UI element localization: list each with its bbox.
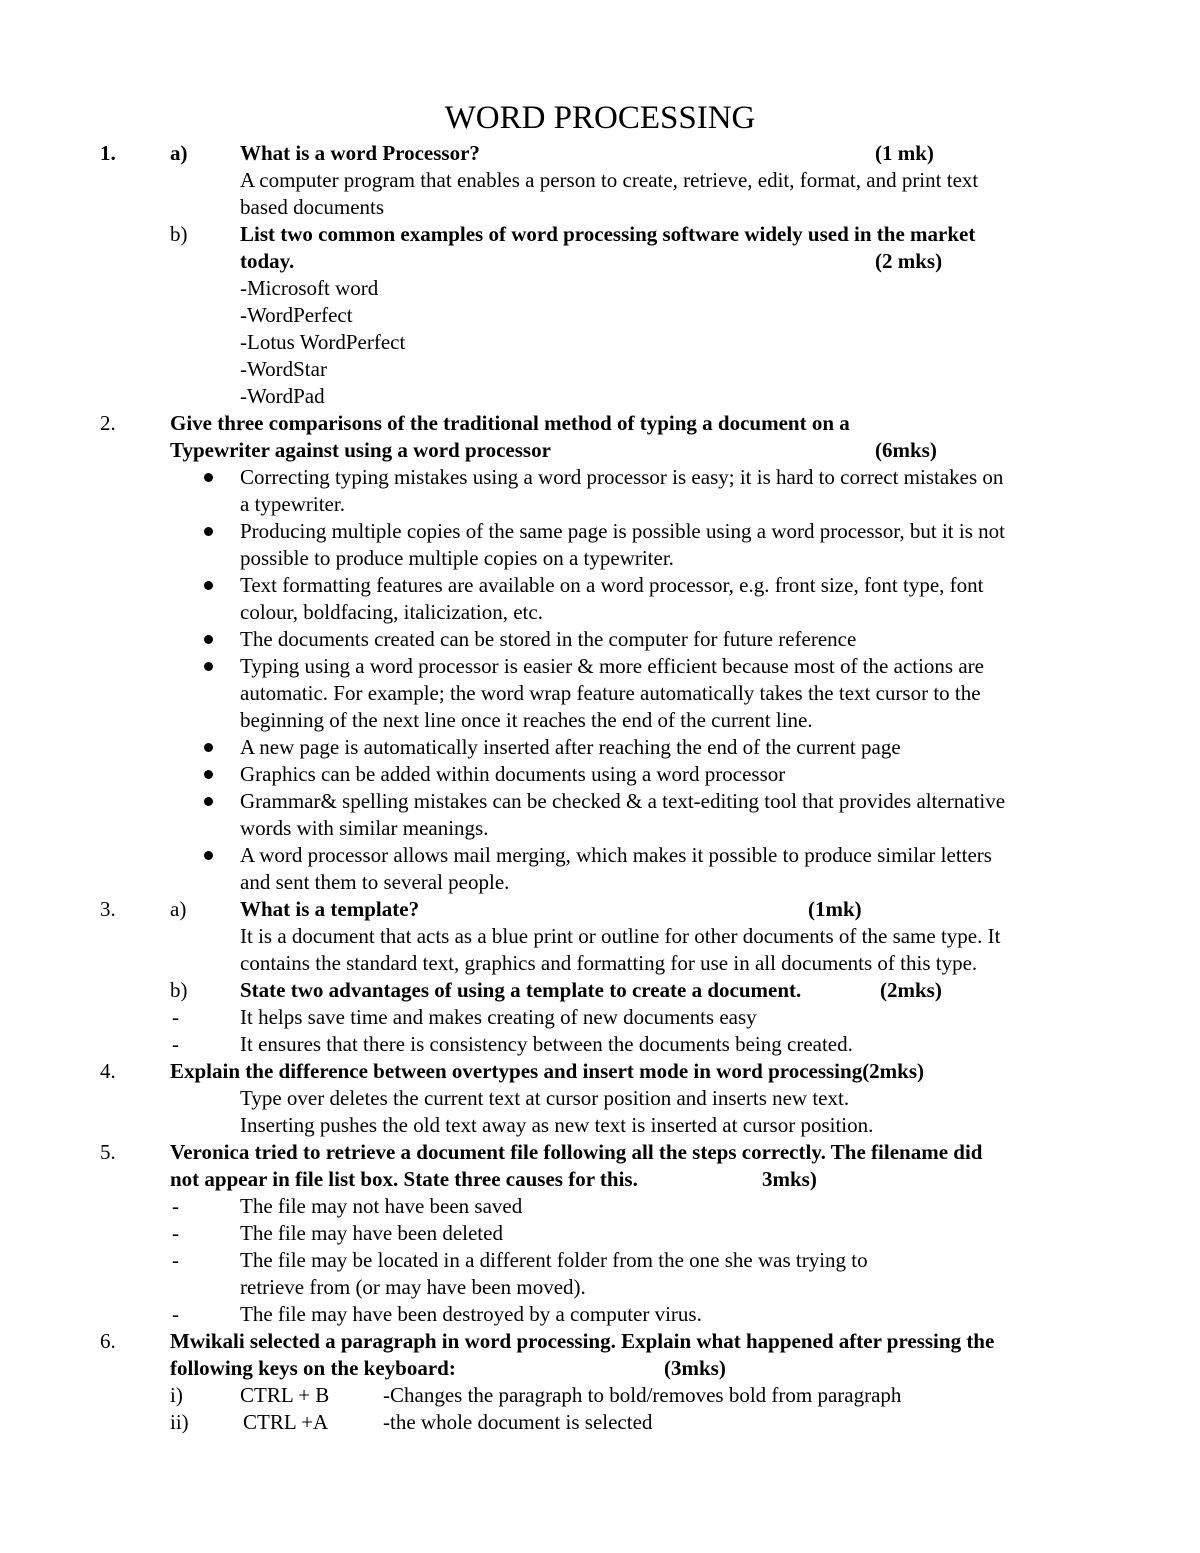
q2-question-line: Give three comparisons of the traditional method of typing a document on a — [170, 411, 850, 435]
q6-marks: (3mks) — [664, 1356, 726, 1380]
q5-answer-line: retrieve from (or may have been moved). — [240, 1275, 586, 1299]
q6-item-keys: CTRL + B — [240, 1383, 330, 1407]
q4-number: 4. — [100, 1059, 116, 1083]
bullet-icon — [204, 851, 213, 860]
bullet-icon — [204, 770, 213, 779]
q1b-question-line: today. — [240, 249, 295, 273]
q1-number: 1. — [100, 141, 116, 165]
q6-number: 6. — [100, 1329, 116, 1353]
q2-bullet-line: The documents created can be stored in the computer for future reference — [240, 627, 857, 651]
q4-question: Explain the difference between overtypes and insert mode in word processing(2mks) — [170, 1059, 925, 1083]
q1b-answer: -WordStar — [240, 357, 327, 381]
q2-bullet-line: automatic. For example; the word wrap feature automatically takes the text cursor to the — [240, 681, 981, 705]
q1b-question-line: List two common examples of word processing software widely used in the market — [240, 222, 976, 246]
page-title: WORD PROCESSING — [444, 100, 756, 136]
q6-item-label: i) — [170, 1383, 183, 1407]
q5-question-line: Veronica tried to retrieve a document file following all the steps correctly. The filename did — [170, 1140, 983, 1164]
bullet-icon — [204, 581, 213, 590]
q3b-marks: (2mks) — [880, 978, 942, 1002]
q2-bullet-line: Correcting typing mistakes using a word processor is easy; it is hard to correct mistakes on — [240, 465, 1004, 489]
q2-bullet-line: colour, boldfacing, italicization, etc. — [240, 600, 543, 624]
q3a-answer-line: contains the standard text, graphics and formatting for use in all documents of this type. — [240, 951, 978, 975]
q2-number: 2. — [100, 411, 116, 435]
q4-answer-line: Type over deletes the current text at cursor position and inserts new text. — [240, 1086, 850, 1110]
q3b-question: State two advantages of using a template to create a document. — [240, 978, 802, 1002]
q6-item-effect: -the whole document is selected — [383, 1410, 653, 1434]
q2-bullet-line: beginning of the next line once it reaches the end of the current line. — [240, 708, 813, 732]
q3a-answer-line: It is a document that acts as a blue print or outline for other documents of the same type. It — [240, 924, 1001, 948]
q2-question-line: Typewriter against using a word processor — [170, 438, 551, 462]
dash-marker: - — [172, 1248, 179, 1272]
q1b-answer: -Lotus WordPerfect — [240, 330, 406, 354]
q2-bullet-line: possible to produce multiple copies on a typewriter. — [240, 546, 674, 570]
q5-answer-line: The file may be located in a different folder from the one she was trying to — [240, 1248, 868, 1272]
q2-bullet-line: Graphics can be added within documents using a word processor — [240, 762, 786, 786]
q5-question-line: not appear in file list box. State three causes for this. — [170, 1167, 638, 1191]
bullet-icon — [204, 797, 213, 806]
dash-marker: - — [172, 1032, 179, 1056]
q1b-label: b) — [170, 222, 188, 246]
q6-item-label: ii) — [170, 1410, 189, 1434]
bullet-icon — [204, 743, 213, 752]
q1b-answer: -Microsoft word — [240, 276, 379, 300]
q3a-label: a) — [170, 897, 187, 921]
q1a-answer-line: A computer program that enables a person to create, retrieve, edit, format, and print text — [240, 168, 979, 192]
q2-bullet-line: Typing using a word processor is easier & more efficient because most of the actions are — [240, 654, 984, 678]
q5-number: 5. — [100, 1140, 116, 1164]
q2-bullet-line: words with similar meanings. — [240, 816, 489, 840]
bullet-icon — [204, 527, 213, 536]
dash-marker: - — [172, 1194, 179, 1218]
q5-answer-line: The file may not have been saved — [240, 1194, 523, 1218]
q3a-marks: (1mk) — [808, 897, 862, 921]
q1a-answer-line: based documents — [240, 195, 385, 219]
q5-answer-line: The file may have been destroyed by a computer virus. — [240, 1302, 702, 1326]
q2-bullet-line: and sent them to several people. — [240, 870, 510, 894]
bullet-icon — [204, 662, 213, 671]
q3b-answer: It ensures that there is consistency between the documents being created. — [240, 1032, 853, 1056]
q4-answer-line: Inserting pushes the old text away as new text is inserted at cursor position. — [240, 1113, 874, 1137]
q3b-answer: It helps save time and makes creating of new documents easy — [240, 1005, 757, 1029]
q5-marks: 3mks) — [762, 1167, 817, 1191]
q1b-answer: -WordPad — [240, 384, 325, 408]
q2-bullet-line: Text formatting features are available on a word processor, e.g. front size, font type, font — [240, 573, 984, 597]
q1a-question: What is a word Processor? — [240, 141, 480, 165]
q2-marks: (6mks) — [875, 438, 937, 462]
q6-question-line: Mwikali selected a paragraph in word processing. Explain what happened after pressing the — [170, 1329, 995, 1353]
q1b-answer: -WordPerfect — [240, 303, 353, 327]
dash-marker: - — [172, 1005, 179, 1029]
q2-bullet-line: Producing multiple copies of the same page is possible using a word processor, but it is not — [240, 519, 1005, 543]
q1a-marks: (1 mk) — [875, 141, 934, 165]
q3-number: 3. — [100, 897, 116, 921]
q5-answer-line: The file may have been deleted — [240, 1221, 503, 1245]
bullet-icon — [204, 635, 213, 644]
q2-bullet-line: a typewriter. — [240, 492, 345, 516]
q6-item-keys: CTRL +A — [243, 1410, 329, 1434]
q3b-label: b) — [170, 978, 188, 1002]
q2-bullet-line: A new page is automatically inserted after reaching the end of the current page — [240, 735, 901, 759]
dash-marker: - — [172, 1302, 179, 1326]
q2-bullet-line: Grammar& spelling mistakes can be checked & a text-editing tool that provides alternative — [240, 789, 1006, 813]
q1a-label: a) — [170, 141, 188, 165]
q1b-marks: (2 mks) — [875, 249, 943, 273]
q2-bullet-line: A word processor allows mail merging, which makes it possible to produce similar letters — [240, 843, 992, 867]
q6-question-line: following keys on the keyboard: — [170, 1356, 456, 1380]
dash-marker: - — [172, 1221, 179, 1245]
q3a-question: What is a template? — [240, 897, 420, 921]
q6-item-effect: -Changes the paragraph to bold/removes bold from paragraph — [383, 1383, 902, 1407]
bullet-icon — [204, 473, 213, 482]
